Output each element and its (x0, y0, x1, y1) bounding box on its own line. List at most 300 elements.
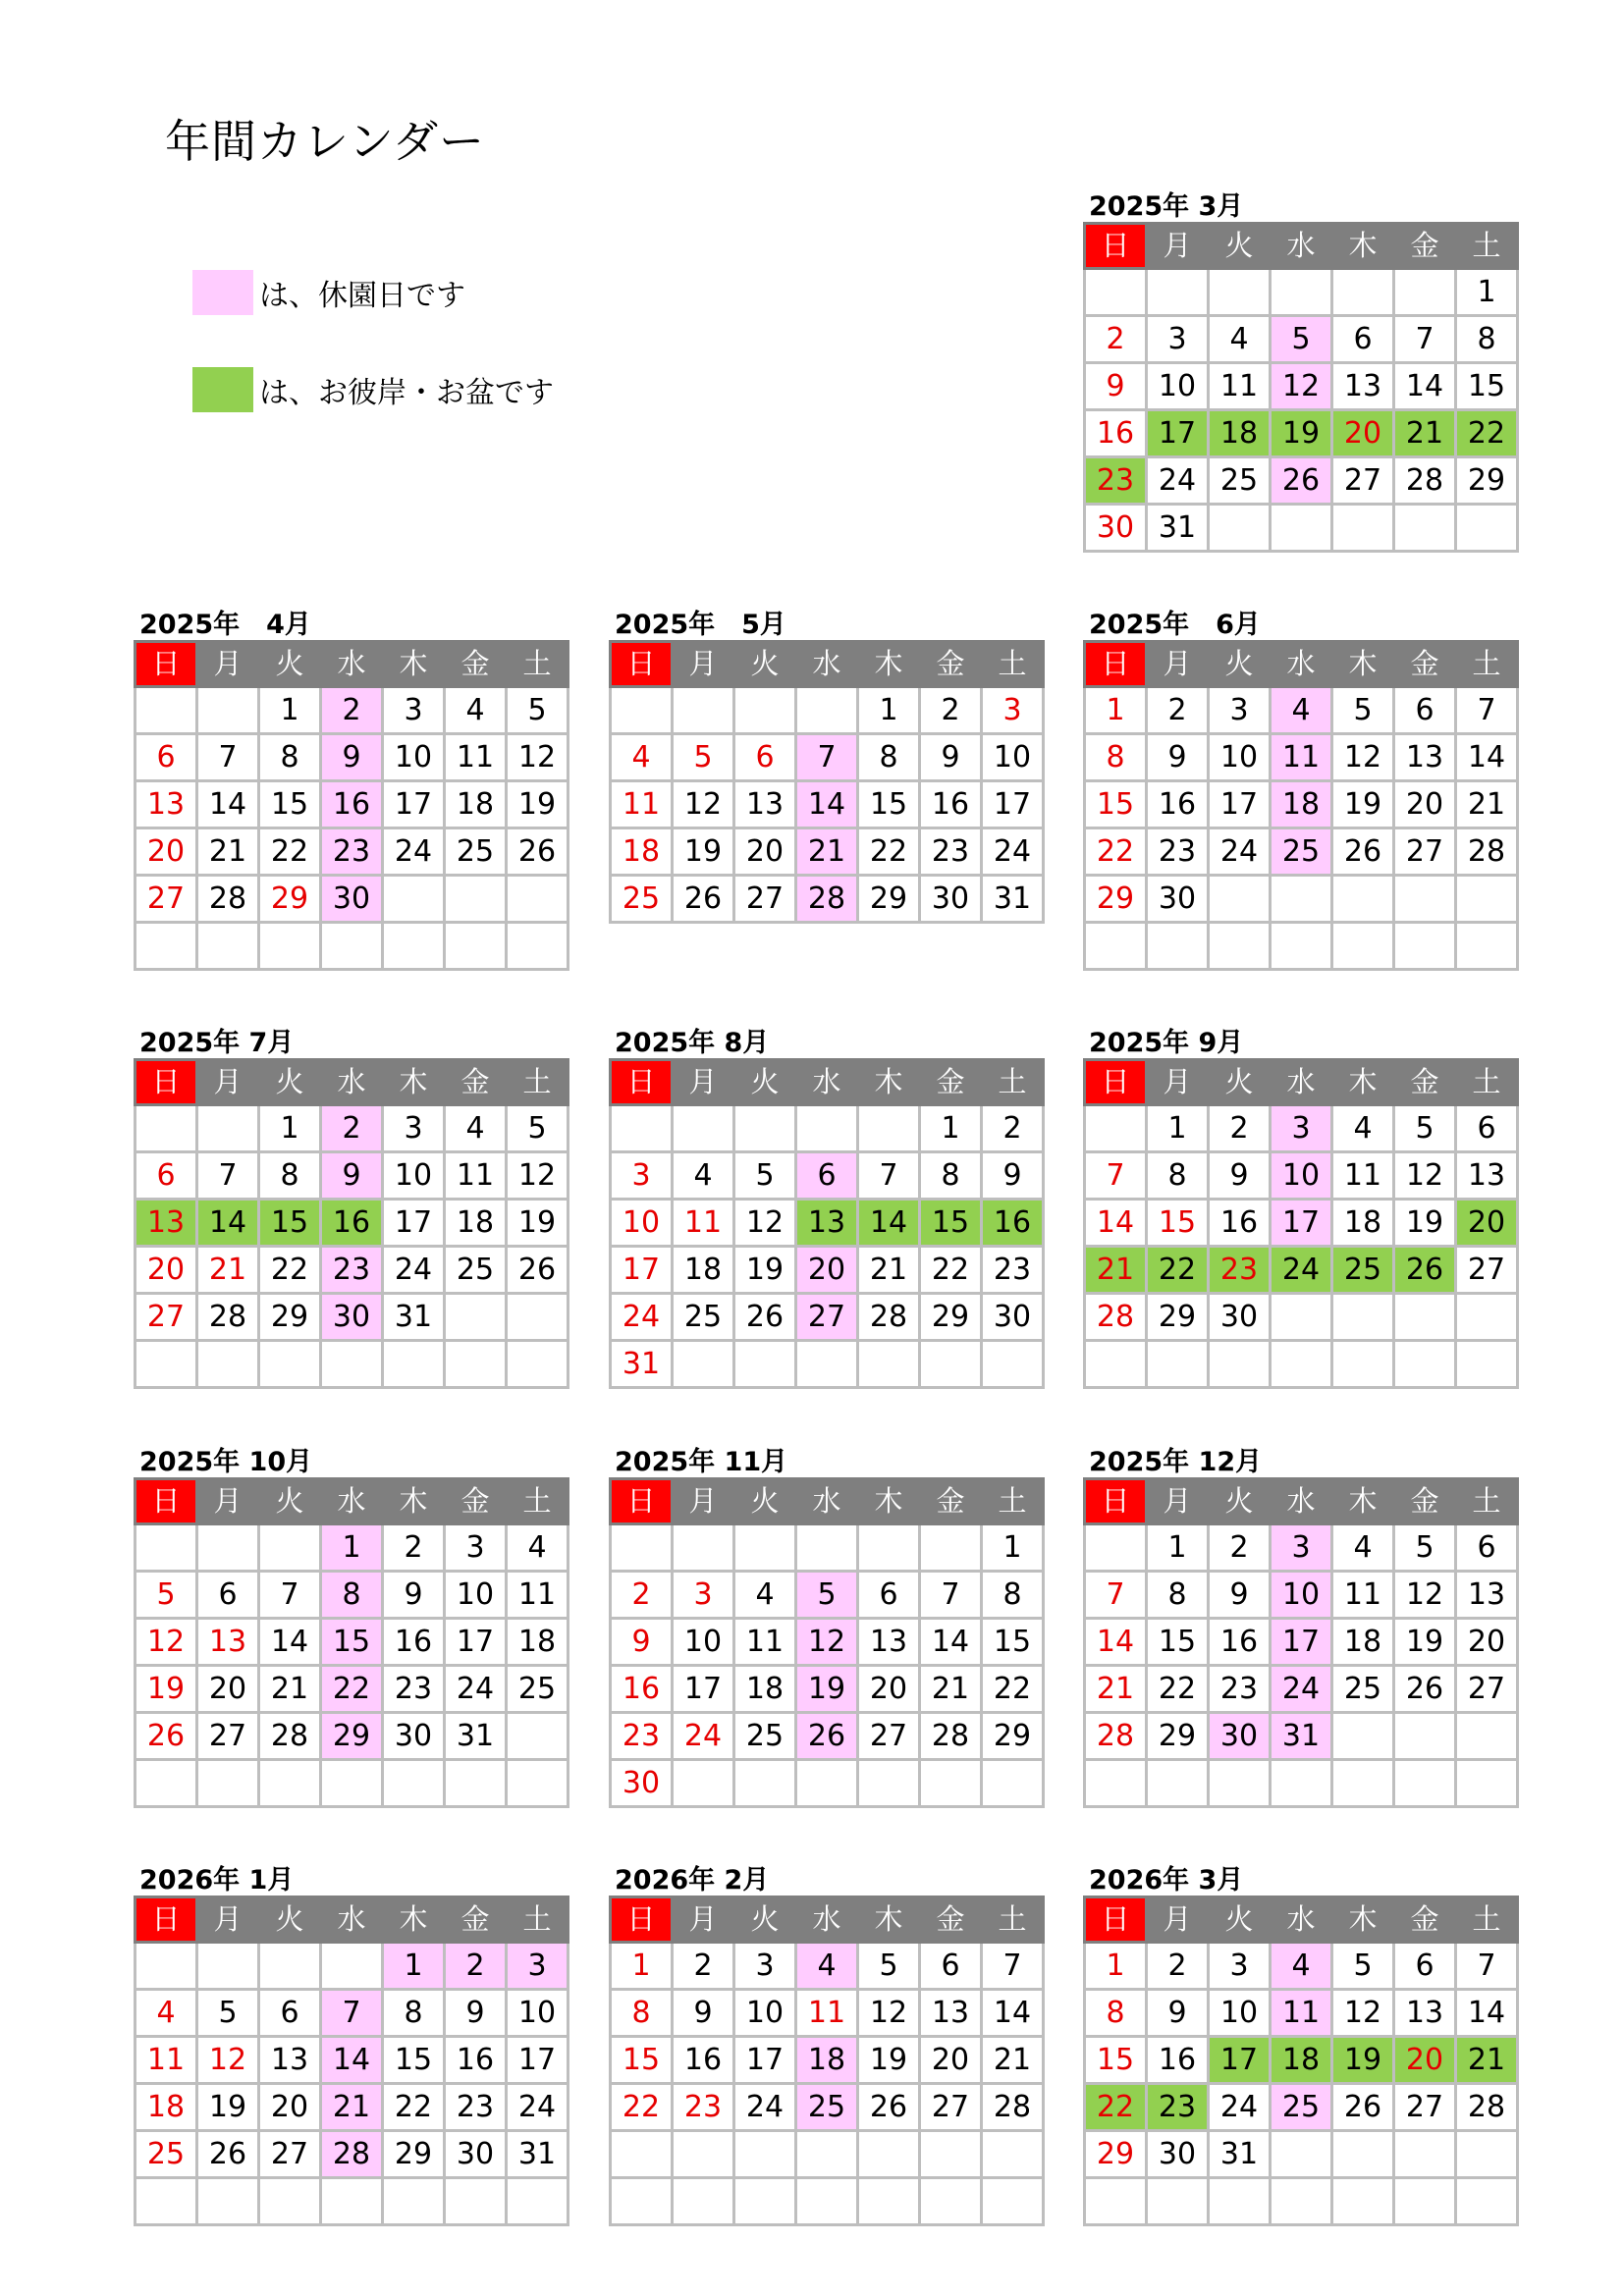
empty-day-cell (507, 923, 568, 970)
day-cell: 12 (1332, 734, 1394, 781)
day-cell: 5 (197, 1990, 259, 2037)
weekday-header-cell: 水 (1271, 1897, 1332, 1943)
day-cell: 16 (383, 1619, 445, 1666)
empty-day-cell (259, 2178, 321, 2225)
day-cell: 12 (1332, 1990, 1394, 2037)
day-cell: 19 (673, 828, 734, 876)
weekday-header-cell: 日 (135, 1060, 197, 1105)
week-row (1085, 1200, 1518, 1247)
week-row (611, 781, 1044, 828)
empty-day-cell (197, 1105, 259, 1152)
week-row (611, 828, 1044, 876)
empty-day-cell (673, 1524, 734, 1572)
day-cell: 19 (796, 1666, 858, 1713)
day-cell: 30 (445, 2131, 507, 2178)
empty-day-cell (135, 1524, 197, 1572)
empty-day-cell (445, 923, 507, 970)
day-cell: 31 (1209, 2131, 1271, 2178)
month-table (134, 1896, 569, 2226)
day-cell: 31 (1147, 505, 1209, 552)
day-cell: 19 (135, 1666, 197, 1713)
day-cell: 17 (507, 2037, 568, 2084)
day-cell: 19 (1332, 781, 1394, 828)
empty-day-cell (1394, 505, 1456, 552)
day-cell: 12 (734, 1200, 796, 1247)
empty-day-cell (1332, 876, 1394, 923)
week-row (135, 1152, 568, 1200)
empty-day-cell (734, 1760, 796, 1807)
month-table (1083, 1058, 1519, 1389)
week-row (1085, 1760, 1518, 1807)
day-cell: 31 (611, 1341, 673, 1388)
week-row (611, 1943, 1044, 1990)
week-row (1085, 781, 1518, 828)
day-cell: 8 (1456, 316, 1518, 363)
day-cell: 14 (796, 781, 858, 828)
week-row (135, 2178, 568, 2225)
empty-day-cell (1394, 2178, 1456, 2225)
day-cell: 17 (1271, 1619, 1332, 1666)
empty-day-cell (796, 2131, 858, 2178)
day-cell: 10 (734, 1990, 796, 2037)
day-cell: 3 (982, 687, 1044, 734)
weekday-header-cell: 火 (259, 1479, 321, 1524)
day-cell: 6 (135, 734, 197, 781)
day-cell: 19 (507, 1200, 568, 1247)
day-cell: 17 (1271, 1200, 1332, 1247)
empty-day-cell (796, 1341, 858, 1388)
day-cell: 29 (858, 876, 920, 923)
day-cell: 23 (1209, 1666, 1271, 1713)
day-cell: 3 (445, 1524, 507, 1572)
weekday-header-row (611, 1479, 1044, 1524)
day-cell: 11 (611, 781, 673, 828)
day-cell: 9 (1209, 1152, 1271, 1200)
day-cell: 11 (734, 1619, 796, 1666)
week-row (611, 1200, 1044, 1247)
day-cell: 14 (1456, 1990, 1518, 2037)
day-cell: 22 (321, 1666, 383, 1713)
day-cell: 28 (197, 876, 259, 923)
week-row (135, 1990, 568, 2037)
day-cell: 21 (197, 1247, 259, 1294)
day-cell: 3 (734, 1943, 796, 1990)
day-cell: 24 (673, 1713, 734, 1760)
week-row (1085, 687, 1518, 734)
weekday-header-cell: 日 (611, 1897, 673, 1943)
day-cell: 29 (259, 1294, 321, 1341)
empty-day-cell (383, 1760, 445, 1807)
day-cell: 6 (197, 1572, 259, 1619)
empty-day-cell (982, 1341, 1044, 1388)
day-cell: 11 (1332, 1572, 1394, 1619)
day-cell: 26 (796, 1713, 858, 1760)
empty-day-cell (259, 923, 321, 970)
day-cell: 8 (982, 1572, 1044, 1619)
weekday-header-cell: 土 (507, 642, 568, 687)
day-cell: 21 (920, 1666, 982, 1713)
empty-day-cell (858, 2131, 920, 2178)
day-cell: 25 (734, 1713, 796, 1760)
weekday-header-cell: 水 (1271, 1060, 1332, 1105)
day-cell: 1 (1147, 1524, 1209, 1572)
day-cell: 24 (383, 828, 445, 876)
day-cell: 18 (1271, 2037, 1332, 2084)
empty-day-cell (1332, 923, 1394, 970)
day-cell: 8 (259, 1152, 321, 1200)
day-cell: 7 (1456, 1943, 1518, 1990)
day-cell: 22 (259, 1247, 321, 1294)
empty-day-cell (259, 1943, 321, 1990)
empty-day-cell (321, 2178, 383, 2225)
day-cell: 21 (1085, 1247, 1147, 1294)
day-cell: 4 (1332, 1524, 1394, 1572)
weekday-header-cell: 日 (1085, 1479, 1147, 1524)
empty-day-cell (1456, 1294, 1518, 1341)
day-cell: 31 (445, 1713, 507, 1760)
day-cell: 10 (1271, 1152, 1332, 1200)
empty-day-cell (796, 2178, 858, 2225)
week-row (1085, 1341, 1518, 1388)
empty-day-cell (197, 687, 259, 734)
week-row (135, 2131, 568, 2178)
day-cell: 18 (734, 1666, 796, 1713)
day-cell: 20 (1332, 410, 1394, 457)
day-cell: 26 (1271, 457, 1332, 505)
week-row (135, 687, 568, 734)
weekday-header-cell: 木 (383, 1060, 445, 1105)
day-cell: 6 (135, 1152, 197, 1200)
day-cell: 30 (1209, 1713, 1271, 1760)
week-row (1085, 457, 1518, 505)
weekday-header-cell: 金 (920, 1479, 982, 1524)
empty-day-cell (1456, 505, 1518, 552)
week-row (1085, 1990, 1518, 2037)
day-cell: 16 (982, 1200, 1044, 1247)
weekday-header-cell: 火 (259, 642, 321, 687)
day-cell: 7 (982, 1943, 1044, 1990)
day-cell: 17 (1147, 410, 1209, 457)
week-row (135, 1619, 568, 1666)
month-table (609, 640, 1045, 924)
day-cell: 28 (1456, 828, 1518, 876)
day-cell: 20 (734, 828, 796, 876)
day-cell: 24 (982, 828, 1044, 876)
empty-day-cell (920, 2131, 982, 2178)
empty-day-cell (734, 2178, 796, 2225)
day-cell: 18 (1332, 1619, 1394, 1666)
empty-day-cell (1271, 1341, 1332, 1388)
day-cell: 1 (982, 1524, 1044, 1572)
day-cell: 2 (445, 1943, 507, 1990)
day-cell: 2 (1209, 1524, 1271, 1572)
month-table (1083, 1477, 1519, 1808)
day-cell: 5 (1394, 1524, 1456, 1572)
week-row (611, 2131, 1044, 2178)
day-cell: 11 (1271, 1990, 1332, 2037)
month-table (134, 640, 569, 971)
empty-day-cell (1332, 269, 1394, 316)
day-cell: 28 (858, 1294, 920, 1341)
empty-day-cell (734, 1341, 796, 1388)
day-cell: 9 (673, 1990, 734, 2037)
day-cell: 21 (197, 828, 259, 876)
empty-day-cell (734, 687, 796, 734)
day-cell: 10 (1271, 1572, 1332, 1619)
week-row (135, 1341, 568, 1388)
day-cell: 22 (1147, 1247, 1209, 1294)
weekday-header-cell: 日 (1085, 642, 1147, 687)
day-cell: 13 (858, 1619, 920, 1666)
week-row (135, 781, 568, 828)
empty-day-cell (1209, 876, 1271, 923)
empty-day-cell (611, 2131, 673, 2178)
day-cell: 10 (1209, 734, 1271, 781)
empty-day-cell (796, 1105, 858, 1152)
empty-day-cell (1085, 1760, 1147, 1807)
week-row (1085, 1713, 1518, 1760)
empty-day-cell (197, 1341, 259, 1388)
weekday-header-cell: 水 (321, 1479, 383, 1524)
day-cell: 2 (920, 687, 982, 734)
week-row (1085, 2084, 1518, 2131)
day-cell: 15 (259, 1200, 321, 1247)
day-cell: 14 (1085, 1619, 1147, 1666)
weekday-header-cell: 木 (383, 642, 445, 687)
day-cell: 29 (920, 1294, 982, 1341)
month-table (609, 1896, 1045, 2226)
empty-day-cell (982, 2178, 1044, 2225)
weekday-header-cell: 月 (197, 642, 259, 687)
day-cell: 8 (259, 734, 321, 781)
day-cell: 24 (611, 1294, 673, 1341)
day-cell: 23 (1147, 828, 1209, 876)
day-cell: 17 (1209, 2037, 1271, 2084)
day-cell: 20 (1394, 781, 1456, 828)
empty-day-cell (1456, 2178, 1518, 2225)
day-cell: 1 (1456, 269, 1518, 316)
day-cell: 22 (858, 828, 920, 876)
weekday-header-cell: 日 (1085, 224, 1147, 269)
day-cell: 23 (611, 1713, 673, 1760)
weekday-header-cell: 日 (135, 642, 197, 687)
empty-day-cell (1147, 923, 1209, 970)
empty-day-cell (1147, 1760, 1209, 1807)
weekday-header-cell: 木 (383, 1897, 445, 1943)
empty-day-cell (673, 2131, 734, 2178)
empty-day-cell (611, 687, 673, 734)
week-row (1085, 505, 1518, 552)
week-row (135, 1943, 568, 1990)
day-cell: 9 (611, 1619, 673, 1666)
month-title: 2025年 5月 (615, 610, 786, 640)
empty-day-cell (1456, 876, 1518, 923)
empty-day-cell (135, 1760, 197, 1807)
weekday-header-cell: 日 (1085, 1897, 1147, 1943)
day-cell: 13 (1456, 1572, 1518, 1619)
day-cell: 5 (135, 1572, 197, 1619)
empty-day-cell (920, 1341, 982, 1388)
month-title: 2026年 1月 (139, 1865, 295, 1896)
empty-day-cell (1332, 2178, 1394, 2225)
weekday-header-cell: 火 (734, 642, 796, 687)
day-cell: 28 (1085, 1713, 1147, 1760)
empty-day-cell (1394, 1294, 1456, 1341)
day-cell: 9 (1209, 1572, 1271, 1619)
empty-day-cell (673, 1760, 734, 1807)
empty-day-cell (734, 2131, 796, 2178)
day-cell: 2 (321, 687, 383, 734)
weekday-header-cell: 金 (1394, 1060, 1456, 1105)
day-cell: 4 (796, 1943, 858, 1990)
empty-day-cell (197, 1524, 259, 1572)
day-cell: 3 (507, 1943, 568, 1990)
day-cell: 11 (135, 2037, 197, 2084)
weekday-header-cell: 水 (321, 1897, 383, 1943)
day-cell: 19 (1394, 1200, 1456, 1247)
weekday-header-cell: 火 (259, 1060, 321, 1105)
day-cell: 4 (673, 1152, 734, 1200)
day-cell: 6 (1456, 1524, 1518, 1572)
weekday-header-row (1085, 1479, 1518, 1524)
day-cell: 1 (920, 1105, 982, 1152)
weekday-header-cell: 火 (1209, 224, 1271, 269)
week-row (135, 923, 568, 970)
day-cell: 13 (135, 1200, 197, 1247)
month-title: 2026年 2月 (615, 1865, 770, 1896)
day-cell: 16 (445, 2037, 507, 2084)
day-cell: 25 (1332, 1666, 1394, 1713)
empty-day-cell (1332, 2131, 1394, 2178)
month-title: 2025年 8月 (615, 1028, 770, 1058)
day-cell: 10 (982, 734, 1044, 781)
day-cell: 3 (1271, 1524, 1332, 1572)
empty-day-cell (1271, 2131, 1332, 2178)
day-cell: 14 (982, 1990, 1044, 2037)
day-cell: 14 (1394, 363, 1456, 410)
day-cell: 19 (1394, 1619, 1456, 1666)
day-cell: 8 (1085, 734, 1147, 781)
day-cell: 11 (445, 1152, 507, 1200)
empty-day-cell (982, 1760, 1044, 1807)
day-cell: 9 (920, 734, 982, 781)
empty-day-cell (1271, 923, 1332, 970)
day-cell: 14 (197, 781, 259, 828)
week-row (135, 2084, 568, 2131)
day-cell: 15 (1456, 363, 1518, 410)
day-cell: 22 (259, 828, 321, 876)
day-cell: 11 (507, 1572, 568, 1619)
empty-day-cell (445, 876, 507, 923)
day-cell: 26 (1394, 1247, 1456, 1294)
week-row (1085, 1666, 1518, 1713)
weekday-header-cell: 日 (135, 1479, 197, 1524)
day-cell: 27 (1456, 1247, 1518, 1294)
day-cell: 8 (383, 1990, 445, 2037)
day-cell: 25 (1209, 457, 1271, 505)
day-cell: 3 (611, 1152, 673, 1200)
day-cell: 25 (135, 2131, 197, 2178)
month-title: 2025年 6月 (1089, 610, 1261, 640)
week-row (1085, 269, 1518, 316)
day-cell: 23 (383, 1666, 445, 1713)
weekday-header-cell: 土 (507, 1897, 568, 1943)
day-cell: 19 (734, 1247, 796, 1294)
weekday-header-cell: 火 (1209, 1060, 1271, 1105)
empty-day-cell (920, 1524, 982, 1572)
day-cell: 18 (1271, 781, 1332, 828)
day-cell: 30 (321, 1294, 383, 1341)
week-row (1085, 1247, 1518, 1294)
week-row (611, 2037, 1044, 2084)
day-cell: 9 (1147, 734, 1209, 781)
day-cell: 13 (734, 781, 796, 828)
day-cell: 17 (673, 1666, 734, 1713)
day-cell: 4 (1271, 1943, 1332, 1990)
weekday-header-cell: 土 (982, 642, 1044, 687)
legend-closed (192, 269, 465, 316)
empty-day-cell (1085, 269, 1147, 316)
day-cell: 7 (1394, 316, 1456, 363)
day-cell: 29 (321, 1713, 383, 1760)
empty-day-cell (259, 1341, 321, 1388)
empty-day-cell (1394, 1713, 1456, 1760)
week-row (611, 687, 1044, 734)
day-cell: 28 (197, 1294, 259, 1341)
week-row (1085, 828, 1518, 876)
day-cell: 25 (1271, 2084, 1332, 2131)
day-cell: 18 (445, 781, 507, 828)
day-cell: 26 (507, 1247, 568, 1294)
day-cell: 24 (445, 1666, 507, 1713)
empty-day-cell (673, 1341, 734, 1388)
day-cell: 30 (321, 876, 383, 923)
empty-day-cell (1394, 923, 1456, 970)
day-cell: 31 (982, 876, 1044, 923)
weekday-header-cell: 火 (1209, 1897, 1271, 1943)
empty-day-cell (197, 923, 259, 970)
day-cell: 23 (445, 2084, 507, 2131)
weekday-header-cell: 火 (259, 1897, 321, 1943)
day-cell: 7 (796, 734, 858, 781)
day-cell: 6 (858, 1572, 920, 1619)
day-cell: 20 (1456, 1619, 1518, 1666)
weekday-header-cell: 水 (1271, 1479, 1332, 1524)
day-cell: 2 (982, 1105, 1044, 1152)
weekday-header-cell: 月 (1147, 1479, 1209, 1524)
week-row (1085, 1294, 1518, 1341)
empty-day-cell (507, 1713, 568, 1760)
month-title: 2025年 12月 (1089, 1447, 1263, 1477)
weekday-header-cell: 土 (982, 1479, 1044, 1524)
legend-text-closed: は、休園日です (259, 279, 465, 313)
day-cell: 18 (135, 2084, 197, 2131)
week-row (611, 1713, 1044, 1760)
day-cell: 10 (611, 1200, 673, 1247)
day-cell: 4 (135, 1990, 197, 2037)
day-cell: 9 (321, 1152, 383, 1200)
day-cell: 1 (1085, 1943, 1147, 1990)
day-cell: 18 (1209, 410, 1271, 457)
weekday-header-cell: 木 (1332, 1479, 1394, 1524)
week-row (611, 876, 1044, 923)
day-cell: 26 (1332, 828, 1394, 876)
day-cell: 12 (1271, 363, 1332, 410)
empty-day-cell (858, 1524, 920, 1572)
day-cell: 20 (1456, 1200, 1518, 1247)
empty-day-cell (1271, 505, 1332, 552)
legend-text-obon: は、お彼岸・お盆です (259, 376, 554, 410)
